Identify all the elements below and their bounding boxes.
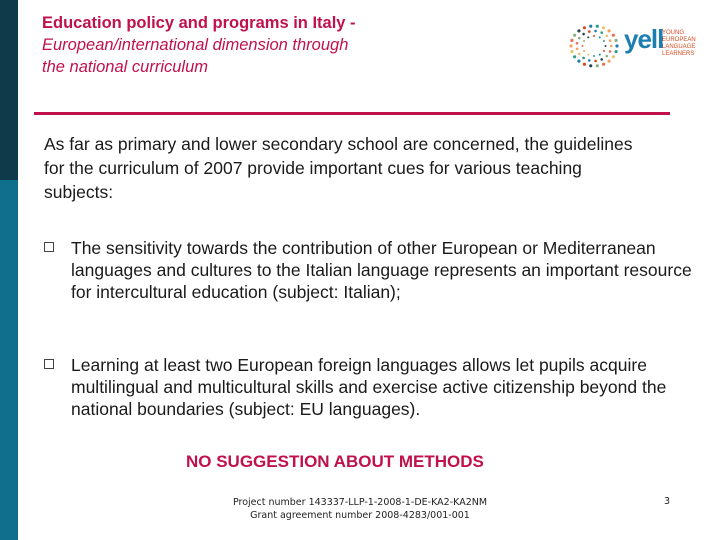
logo-dot (603, 40, 605, 42)
footer-grant-number: Grant agreement number 2008-4283/001-001 (250, 510, 470, 521)
logo-dot (607, 60, 610, 63)
yell-logo (566, 22, 696, 70)
logo-dot (576, 42, 579, 45)
logo-dot (587, 54, 589, 56)
footer (200, 496, 520, 522)
logo-dot (609, 50, 612, 53)
logo-dot (587, 36, 589, 38)
logo-dot (605, 55, 608, 58)
logo-dot (577, 60, 580, 63)
checkbox-bullet-icon (44, 359, 54, 369)
logo-dot (614, 50, 617, 53)
logo-dot (593, 55, 595, 57)
logo-dot (603, 50, 605, 52)
logo-dot (583, 26, 586, 29)
logo-dot (583, 63, 586, 66)
intro-paragraph: As far as primary and lower secondary school are concerned, the guidelines for the curriculum of 2007 provide important cues for various teaching subjects: (44, 134, 633, 202)
bullet-text: The sensitivity towards the contribution of other European or Mediterranean languages and cultures to the Italian language represents an important resource for intercultural education (subject: Italian); (71, 238, 692, 302)
logo-dot (610, 45, 613, 48)
logo-dot (609, 39, 612, 42)
logo-tagline: YOUNG EUROPEAN LANGUAGE LEARNERS (662, 30, 696, 57)
logo-dot (593, 35, 595, 37)
slide-title (42, 12, 502, 78)
title-line-2: European/international dimension through (42, 36, 349, 54)
logo-dot (578, 53, 581, 56)
left-bar-bottom-segment (0, 180, 18, 540)
logo-dot (605, 35, 608, 38)
logo-dot (582, 45, 584, 47)
logo-dot (612, 55, 615, 58)
logo-dot (614, 39, 617, 42)
yell-ring-icon (566, 22, 624, 70)
logo-dot (612, 34, 615, 37)
logo-word: yell (624, 24, 664, 54)
logo-dot (594, 30, 597, 33)
logo-dot (576, 47, 579, 50)
logo-dot (583, 40, 585, 42)
bullet-text: Learning at least two European foreign languages allows let pupils acquire multilingual and multicultural skills and exercise active citizenship beyond the national boundaries (subject: EU languages). (71, 355, 667, 419)
logo-dot (570, 39, 573, 42)
logo-dot (589, 64, 592, 67)
logo-dot (578, 37, 581, 40)
logo-dot (600, 31, 603, 34)
logo-dot (583, 50, 585, 52)
left-accent-bar (0, 0, 18, 540)
title-divider (34, 112, 670, 115)
logo-dot (573, 34, 576, 37)
logo-dot (600, 58, 603, 61)
title-line-3: the national curriculum (42, 58, 208, 76)
logo-dot (602, 63, 605, 66)
logo-dot (599, 36, 601, 38)
logo-dot (602, 26, 605, 29)
bullet-item (44, 354, 694, 424)
bullet-item (44, 237, 694, 327)
logo-dot (594, 60, 597, 63)
logo-dot (569, 44, 572, 47)
page-number: 3 (664, 496, 671, 507)
logo-dot (570, 50, 573, 53)
left-bar-top-segment (0, 0, 18, 180)
title-line-1: Education policy and programs in Italy - (42, 14, 356, 32)
logo-dot (588, 30, 591, 33)
logo-dot (607, 29, 610, 32)
logo-dot (599, 54, 601, 56)
logo-dot (596, 25, 599, 28)
logo-dot (577, 29, 580, 32)
logo-dot (596, 64, 599, 67)
logo-dot (605, 45, 607, 47)
logo-dot (589, 25, 592, 28)
highlight-note: NO SUGGESTION ABOUT METHODS (186, 452, 484, 471)
footer-project-number: Project number 143337-LLP-1-2008-1-DE-KA2-KA2NM (232, 497, 488, 508)
checkbox-bullet-icon (44, 242, 54, 252)
logo-dot (582, 57, 585, 60)
logo-dot (582, 33, 585, 36)
logo-dot (615, 44, 618, 47)
logo-dot (588, 59, 591, 62)
logo-dot (573, 55, 576, 58)
